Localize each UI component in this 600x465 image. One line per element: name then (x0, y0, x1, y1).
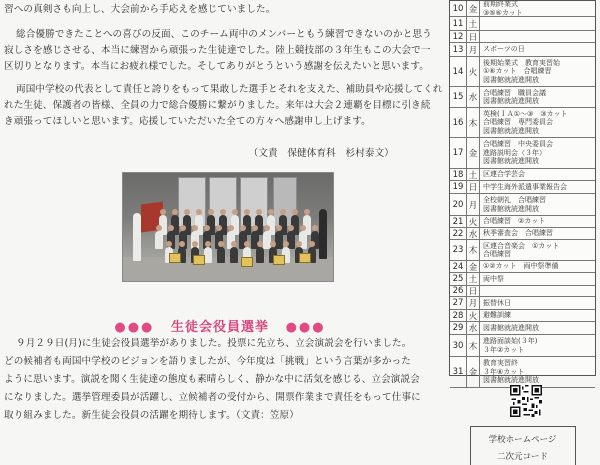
calendar-row (450, 181, 595, 194)
calendar-weekday: 金 (467, 1, 480, 16)
calendar-weekday: 水 (467, 228, 480, 239)
calendar-weekday: 金 (467, 261, 480, 272)
calendar-day: 10 (450, 1, 467, 16)
calendar-event: ３年②カット (483, 345, 525, 354)
calendar-event: 図書館就読進開放 (483, 204, 539, 213)
calendar-day: 13 (450, 43, 467, 56)
calendar-events (483, 310, 593, 321)
section-title-student-council-election (0, 316, 440, 335)
calendar-events (483, 138, 593, 168)
calendar-weekday: 日 (467, 286, 480, 296)
calendar-event: 図書館就読進開放 (483, 157, 539, 166)
calendar-event: 合唱練習 ②カット (483, 217, 546, 226)
calendar-event: 合唱練習 中央委員会 (483, 140, 553, 149)
article1-line: れた生徒、保護者の皆様、全員の力で総合優勝に繋がりました。来年は大会２連覇を目標に引き続 (4, 100, 431, 111)
calendar-weekday: 日 (467, 181, 480, 193)
calendar-events (483, 181, 593, 193)
calendar-day: 26 (450, 286, 467, 296)
article2-line: どの候補者も両国中学校のビジョンを語りましたが、今年度は「挑戦」という言葉が多かった (4, 356, 411, 367)
article2-line: ９月２９日(月)に生徒会役員選挙がありました。投票に先立ち、立会演説会を行いました。 (16, 338, 412, 349)
calendar-event: 前期終業式 (483, 1, 518, 9)
calendar-event: 合唱練習 (483, 250, 511, 258)
calendar-event: 合唱練習 職員会議 (483, 88, 546, 97)
calendar-day: 21 (450, 216, 467, 227)
calendar-events (483, 43, 593, 56)
article1-line: 両国中学校の代表として責任と誇りをもって果敢した選手とそれを支えた、補助員や応援してくれ (16, 84, 443, 95)
calendar-weekday: 金 (467, 357, 480, 387)
calendar-weekday: 月 (467, 43, 480, 56)
calendar-events (483, 87, 593, 107)
calendar-events (483, 17, 593, 30)
qr-label-homepage: 学校ホームページ (488, 435, 557, 445)
calendar-day: 14 (450, 57, 467, 86)
calendar-weekday: 水 (467, 322, 480, 334)
calendar-events (483, 57, 593, 86)
calendar-events (483, 297, 593, 309)
calendar-event: 秋季審査会 合唱練習 (483, 229, 553, 238)
calendar-day: 24 (450, 261, 467, 272)
calendar-row (450, 17, 595, 31)
calendar-events (483, 240, 593, 260)
calendar-day: 20 (450, 194, 467, 215)
calendar-row (450, 43, 595, 57)
calendar-row (450, 310, 595, 322)
article1-line: 区切りとなります。本当にお疲れ様でした。そしてありがとうという感謝を伝えたいと思います。 (4, 61, 429, 72)
calendar-event: 区連合音楽会 ①カット (483, 241, 560, 250)
calendar-event: 英検(ＩＡ①～③ ③カット (483, 109, 568, 118)
calendar-day: 18 (450, 169, 467, 180)
calendar-events (483, 261, 593, 272)
calendar-row (450, 240, 595, 261)
article2-line: になりました。選挙管理委員が活躍し、立候補者の受付から、開票作業まで責任をもって仕事に (4, 392, 421, 403)
calendar-row (450, 228, 595, 240)
calendar-event: 図書館就読進開放 (483, 126, 539, 135)
section-title-text: 生徒会役員選挙 (170, 320, 269, 335)
article1-line: 習への真剣さも向上し、大会前から手応えを感じていました。 (4, 4, 276, 15)
calendar-event: 進路説明会（３年） (483, 148, 546, 157)
calendar-day: 30 (450, 335, 467, 356)
calendar-event: 図書館就読進開放 (483, 97, 539, 105)
calendar-event: 両中祭 (483, 274, 504, 283)
calendar-events (483, 216, 593, 227)
calendar-weekday: 月 (467, 194, 480, 215)
calendar-event: 図書館就読進開放 (483, 75, 539, 84)
calendar-events (483, 108, 593, 137)
calendar-row (450, 1, 595, 17)
calendar-day: 15 (450, 87, 467, 107)
calendar-weekday: 火 (467, 310, 480, 321)
article1-line: き頑張ってほしいと思います。応援していただいた全ての方々へ感謝申し上げます。 (4, 116, 371, 127)
calendar-event: ①⑥カット 合唱練習 (483, 67, 552, 76)
calendar-weekday: 木 (467, 240, 480, 260)
calendar-weekday: 土 (467, 273, 480, 285)
calendar-day: 25 (450, 273, 467, 285)
calendar-event: 振替休日 (483, 298, 511, 307)
calendar-row (450, 261, 595, 273)
calendar-event: 合唱練習 専門委員会 (483, 118, 553, 127)
calendar-event: ①②カット 両中祭準備 (483, 262, 559, 271)
calendar-events (483, 357, 593, 387)
team-photo (122, 172, 334, 282)
calendar-events (483, 322, 593, 334)
calendar-events (483, 194, 593, 215)
calendar-events (483, 1, 593, 16)
calendar-weekday: 土 (467, 169, 480, 180)
calendar-weekday: 火 (467, 216, 480, 227)
calendar-event: 避難訓練 (483, 311, 511, 320)
calendar-weekday: 土 (467, 17, 480, 30)
calendar-event: 区連合学芸会 (483, 170, 525, 179)
calendar-events (483, 335, 593, 356)
calendar-events (483, 273, 593, 285)
calendar-row (450, 216, 595, 228)
calendar-row (450, 169, 595, 181)
calendar-weekday: 金 (467, 138, 480, 168)
calendar-row (450, 357, 595, 388)
calendar-event: ③⑤⑥カット (483, 8, 523, 16)
calendar-row (450, 87, 595, 108)
calendar-day: 28 (450, 310, 467, 321)
calendar-event: 全校朝礼 合唱練習 (483, 196, 546, 205)
calendar-row (450, 31, 595, 43)
calendar-row (450, 335, 595, 357)
article1-line: 総合優勝できたことへの喜びの反面、このチーム両中のメンバーともう練習できないのかと思う (16, 29, 432, 40)
calendar-row (450, 297, 595, 310)
calendar-event: 後期始業式 教育実習始 (483, 58, 560, 67)
calendar-events (483, 31, 593, 42)
calendar-day: 27 (450, 297, 467, 309)
calendar-day: 29 (450, 322, 467, 334)
calendar-weekday: 水 (467, 87, 480, 107)
calendar-day: 19 (450, 181, 467, 193)
calendar-weekday: 木 (467, 335, 480, 356)
calendar-row (450, 57, 595, 87)
calendar-events (483, 169, 593, 180)
calendar-events (483, 286, 593, 296)
calendar-event: 図書館就読進開放 (483, 323, 539, 332)
calendar-event: ３年⑥カット (483, 367, 525, 376)
title-dots-right: ●●● (285, 320, 326, 335)
calendar-day: 11 (450, 17, 467, 30)
calendar-day: 31 (450, 357, 467, 387)
calendar-day: 22 (450, 228, 467, 239)
calendar-day: 17 (450, 138, 467, 168)
calendar-row (450, 108, 595, 138)
calendar-event: 中学生海外派遣事業報告会 (483, 182, 567, 191)
calendar-event: 進路面談始(３年) (483, 337, 538, 346)
calendar-day: 23 (450, 240, 467, 260)
calendar-weekday: 木 (467, 108, 480, 137)
event-calendar (449, 0, 596, 385)
calendar-row (450, 286, 595, 297)
qr-label-2d-code: 二次元コード (496, 452, 548, 462)
calendar-row (450, 322, 595, 335)
article2-line: 取り組みました。新生徒会役員の活躍を期待します。（文責：笠原） (4, 410, 299, 421)
article1-signature: （文責 保健体育科 杉村泰文） (248, 148, 394, 159)
article1-line: 寂しさを感じさせる、本当に練習から頑張った生徒達でした。陸上競技部の３年生もこの大会で一 (4, 45, 431, 56)
article2-line: ように思います。演説を聞く生徒達の態度も素晴らしく、静かな中に活気を感じる、立会演説会 (4, 374, 420, 385)
calendar-events (483, 228, 593, 239)
calendar-weekday: 火 (467, 57, 480, 86)
calendar-row (450, 138, 595, 169)
calendar-event: スポーツの日 (483, 45, 525, 54)
calendar-day: 16 (450, 108, 467, 137)
calendar-event: 教育実習終 (483, 359, 518, 368)
qr-code-icon (510, 385, 542, 417)
calendar-event: 図書館就読進開放 (483, 376, 539, 385)
calendar-weekday: 月 (467, 297, 480, 309)
calendar-row (450, 194, 595, 216)
calendar-day: 12 (450, 31, 467, 42)
title-dots-left: ●●● (114, 320, 155, 335)
calendar-weekday: 日 (467, 31, 480, 42)
